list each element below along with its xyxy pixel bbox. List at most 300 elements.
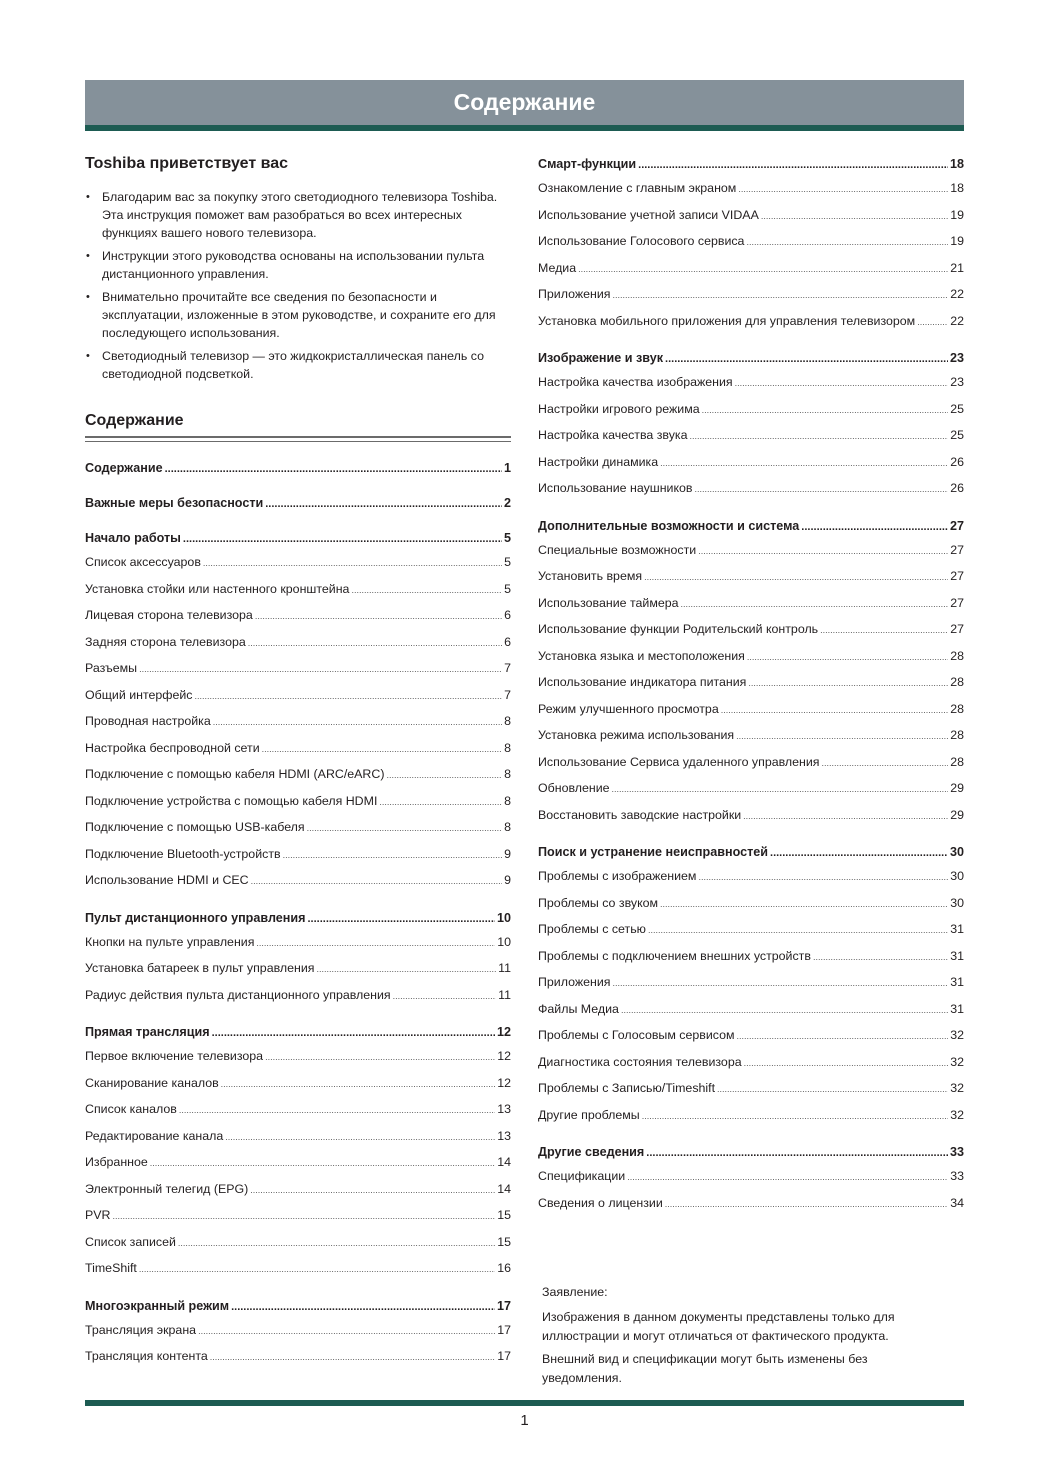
toc-leader-dots xyxy=(613,284,949,306)
toc-entry-page: 23 xyxy=(949,351,964,365)
toc-entry[interactable] xyxy=(538,565,964,592)
toc-entry-page: 25 xyxy=(950,428,964,442)
toc-entry-label: Дополнительные возможности и система xyxy=(538,518,800,533)
toc-entry-label: Подключение Bluetooth-устройств xyxy=(85,846,281,861)
toc-entry-page: 27 xyxy=(950,569,964,583)
toc-entry-label: Список аксессуаров xyxy=(85,555,201,569)
toc-entry-page: 7 xyxy=(504,687,511,702)
toc-leader-dots xyxy=(251,870,502,892)
toc-leader-dots xyxy=(642,1105,949,1127)
toc-leader-dots xyxy=(761,205,948,227)
toc-entry-label: Проблемы с сетью xyxy=(538,922,646,936)
toc-entry-page: 12 xyxy=(497,1049,511,1063)
toc-entry[interactable] xyxy=(85,1151,511,1178)
toc-entry[interactable] xyxy=(85,790,511,817)
toc-entry[interactable] xyxy=(85,1231,511,1258)
toc-entry-label: Настройка качества изображения xyxy=(538,375,733,389)
toc-leader-dots xyxy=(183,528,502,550)
toc-leader-dots xyxy=(665,348,948,370)
toc-entry-page: 17 xyxy=(497,1349,511,1363)
toc-entry[interactable] xyxy=(538,1024,964,1051)
toc-entry[interactable] xyxy=(85,957,511,984)
toc-entry[interactable] xyxy=(538,777,964,804)
toc-entry-page: 8 xyxy=(504,793,511,808)
toc-leader-dots xyxy=(112,1205,495,1227)
toc-leader-dots xyxy=(746,231,948,253)
toc-entry-page: 34 xyxy=(950,1195,964,1210)
toc-section-heading[interactable] xyxy=(85,1021,511,1045)
toc-entry-page: 32 xyxy=(950,1054,964,1069)
toc-section-heading[interactable] xyxy=(85,457,511,481)
toc-leader-dots xyxy=(265,493,502,515)
toc-entry[interactable] xyxy=(85,931,511,958)
toc-leader-dots xyxy=(820,619,948,641)
toc-entry-label: Подключение устройства с помощью кабеля HDMI xyxy=(85,793,378,808)
toc-leader-dots xyxy=(735,372,949,394)
toc-entry-page: 12 xyxy=(496,1025,511,1039)
toc-entry[interactable] xyxy=(538,618,964,645)
toc-entry-page: 32 xyxy=(950,1107,964,1122)
toc-entry[interactable] xyxy=(85,657,511,684)
toc-entry-label: Ознакомление с главным экраном xyxy=(538,181,737,195)
toc-entry-page: 27 xyxy=(950,622,964,636)
toc-leader-dots xyxy=(638,154,948,176)
toc-entry[interactable] xyxy=(538,1104,964,1131)
toc-leader-dots xyxy=(612,778,949,800)
toc-section xyxy=(85,1021,511,1284)
toc-entry-page: 33 xyxy=(949,1145,964,1159)
toc-leader-dots xyxy=(307,908,495,930)
toc-entry-label: Установка батареек в пульт управления xyxy=(85,961,315,975)
toc-entry-label: Задняя сторона телевизора xyxy=(85,634,246,649)
toc-entry-label: Смарт-функции xyxy=(538,157,637,171)
toc-leader-dots xyxy=(717,1078,948,1100)
toc-leader-dots xyxy=(748,672,948,694)
toc-leader-dots xyxy=(627,1166,948,1188)
toc-leader-dots xyxy=(744,1052,949,1074)
toc-entry-label: Проблемы с Записью/Timeshift xyxy=(538,1081,716,1095)
toc-entry-label: Использование функции Родительский контроль xyxy=(538,622,819,636)
header-divider xyxy=(85,125,964,131)
toc-entry[interactable] xyxy=(538,398,964,425)
toc-entry[interactable] xyxy=(538,177,964,204)
toc-entry[interactable] xyxy=(538,971,964,998)
toc-entry-page: 22 xyxy=(950,313,964,328)
toc-entry-page: 2 xyxy=(503,496,511,510)
toc-leader-dots xyxy=(747,646,948,668)
toc-entry[interactable] xyxy=(538,592,964,619)
toc-entry-page: 28 xyxy=(950,754,964,769)
toc-entry[interactable] xyxy=(538,945,964,972)
toc-entry-label: Специальные возможности xyxy=(538,542,697,557)
toc-entry-page: 18 xyxy=(950,181,964,195)
toc-entry-label: Проблемы со звуком xyxy=(538,895,659,910)
toc-section xyxy=(85,492,511,516)
toc-entry-page: 19 xyxy=(950,234,964,248)
toc-entry-label: Приложения xyxy=(538,975,611,989)
toc-entry-label: Подключение с помощью кабеля HDMI (ARC/eARC) xyxy=(85,767,385,781)
toc-entry-page: 14 xyxy=(497,1155,511,1169)
toc-entry-page: 6 xyxy=(504,608,511,622)
toc-entry-page: 17 xyxy=(497,1322,511,1337)
toc-entry-page: 27 xyxy=(949,518,964,533)
toc-title-rule xyxy=(85,441,511,442)
toc-entry-page: 27 xyxy=(950,595,964,610)
toc-entry-page: 30 xyxy=(950,895,964,910)
toc-entry[interactable] xyxy=(85,1178,511,1205)
toc-entry-label: Установить время xyxy=(538,569,643,583)
toc-entry-page: 29 xyxy=(950,781,964,795)
toc-section-heading[interactable] xyxy=(538,1141,964,1165)
toc-leader-dots xyxy=(690,425,949,447)
toc-leader-dots xyxy=(801,516,948,538)
toc-entry-label: Настройка качества звука xyxy=(538,428,688,442)
toc-entry-label: Электронный телегид (EPG) xyxy=(85,1181,249,1196)
toc-leader-dots xyxy=(165,458,502,480)
toc-leader-dots xyxy=(316,958,496,980)
toc-entry-label: Использование HDMI и CEC xyxy=(85,873,249,887)
toc-section-heading[interactable] xyxy=(85,907,511,931)
toc-entry-label: Список записей xyxy=(85,1234,176,1249)
toc-entry-label: Радиус действия пульта дистанционного управления xyxy=(85,987,391,1002)
toc-entry[interactable] xyxy=(85,1098,511,1125)
toc-entry[interactable] xyxy=(538,998,964,1025)
toc-entry[interactable] xyxy=(85,1204,511,1231)
welcome-bullet: • Внимательно прочитайте все сведения по безопасности и эксплуатации, изложенные в этом руководстве, и сохраните его для последующего использования. xyxy=(85,288,515,342)
toc-entry[interactable] xyxy=(85,1072,511,1099)
toc-leader-dots xyxy=(250,1179,495,1201)
toc-leader-dots xyxy=(736,725,948,747)
toc-leader-dots xyxy=(770,842,948,864)
toc-section xyxy=(85,457,511,481)
toc-entry-label: Использование Голосового сервиса xyxy=(538,234,745,248)
toc-entry-label: Трансляция экрана xyxy=(85,1322,197,1337)
toc-entry[interactable] xyxy=(85,984,511,1011)
toc-entry-page: 9 xyxy=(504,873,511,887)
toc-entry-page: 10 xyxy=(496,910,511,925)
toc-entry[interactable] xyxy=(538,539,964,566)
toc-entry[interactable] xyxy=(538,724,964,751)
toc-entry-page: 27 xyxy=(950,542,964,557)
toc-entry-page: 23 xyxy=(950,375,964,389)
toc-entry-page: 30 xyxy=(949,845,964,859)
toc-leader-dots xyxy=(150,1152,495,1174)
toc-section-heading[interactable] xyxy=(538,515,964,539)
toc-leader-dots xyxy=(195,685,503,707)
toc-entry-page: 16 xyxy=(497,1261,511,1275)
toc-entry-page: 5 xyxy=(504,555,511,569)
toc-leader-dots xyxy=(681,593,949,615)
toc-section xyxy=(85,907,511,1011)
toc-leader-dots xyxy=(738,178,948,200)
notice-block xyxy=(542,1283,942,1392)
toc-entry-page: 10 xyxy=(497,934,511,949)
toc-leader-dots xyxy=(621,999,948,1021)
toc-entry[interactable] xyxy=(85,551,511,578)
notice-paragraph: Внешний вид и спецификации могут быть изменены без уведомления. xyxy=(542,1352,868,1385)
toc-entry[interactable] xyxy=(538,892,964,919)
toc-entry-page: 25 xyxy=(950,401,964,416)
toc-entry-page: 31 xyxy=(950,922,964,936)
toc-entry-label: Прямая трансляция xyxy=(85,1025,210,1039)
toc-entry-page: 8 xyxy=(504,820,511,834)
toc-entry[interactable] xyxy=(85,763,511,790)
toc-section-heading[interactable] xyxy=(538,153,964,177)
toc-section-heading[interactable] xyxy=(85,527,511,551)
toc-entry-page: 6 xyxy=(504,634,511,649)
toc-entry[interactable] xyxy=(538,645,964,672)
toc-entry-page: 17 xyxy=(496,1298,511,1313)
toc-entry-label: Избранное xyxy=(85,1155,148,1169)
toc-entry-label: Установка режима использования xyxy=(538,728,735,742)
toc-leader-dots xyxy=(648,919,948,941)
toc-entry[interactable] xyxy=(85,604,511,631)
toc-leader-dots xyxy=(210,1346,495,1368)
toc-entry[interactable] xyxy=(538,671,964,698)
toc-entry[interactable] xyxy=(538,371,964,398)
toc-entry[interactable] xyxy=(85,1319,511,1346)
toc-entry[interactable] xyxy=(85,1345,511,1372)
toc-entry-label: Диагностика состояния телевизора xyxy=(538,1054,742,1069)
toc-entry[interactable] xyxy=(538,865,964,892)
toc-entry-label: Важные меры безопасности xyxy=(85,496,264,510)
toc-entry[interactable] xyxy=(538,918,964,945)
toc-entry[interactable] xyxy=(538,257,964,284)
page-number: 1 xyxy=(520,1412,529,1429)
welcome-title: Toshiba приветствует вас xyxy=(85,155,289,172)
toc-leader-dots xyxy=(231,1296,495,1318)
toc-entry-label: Пульт дистанционного управления xyxy=(85,910,306,925)
toc-entry-label: Первое включение телевизора xyxy=(85,1049,264,1063)
toc-section xyxy=(85,527,511,896)
toc-entry[interactable] xyxy=(538,1051,964,1078)
toc-entry-page: 33 xyxy=(950,1169,964,1183)
toc-leader-dots xyxy=(644,566,948,588)
toc-entry-label: Сканирование каналов xyxy=(85,1075,219,1090)
toc-entry[interactable] xyxy=(85,843,511,870)
toc-entry-page: 28 xyxy=(950,675,964,689)
toc-leader-dots xyxy=(917,311,948,333)
toc-leader-dots xyxy=(698,540,948,562)
toc-entry-page: 32 xyxy=(950,1028,964,1042)
toc-leader-dots xyxy=(248,632,502,654)
toc-entry[interactable] xyxy=(538,451,964,478)
toc-leader-dots xyxy=(665,1193,948,1215)
toc-entry-label: Содержание xyxy=(85,461,163,475)
toc-entry-page: 5 xyxy=(503,531,511,545)
toc-entry[interactable] xyxy=(538,698,964,725)
toc-entry[interactable] xyxy=(85,816,511,843)
toc-entry-page: 21 xyxy=(950,260,964,275)
toc-entry-page: 18 xyxy=(949,157,964,171)
toc-entry[interactable] xyxy=(85,1257,511,1284)
toc-entry-label: Поиск и устранение неисправностей xyxy=(538,845,769,859)
toc-leader-dots xyxy=(379,791,502,813)
toc-entry[interactable] xyxy=(85,710,511,737)
toc-entry-label: PVR xyxy=(85,1208,111,1222)
toc-leader-dots xyxy=(351,579,502,601)
toc-leader-dots xyxy=(213,711,502,733)
toc-entry-label: Медиа xyxy=(538,260,577,275)
toc-entry-label: Режим улучшенного просмотра xyxy=(538,701,719,716)
toc-entry-page: 8 xyxy=(504,767,511,781)
toc-leader-dots xyxy=(695,478,949,500)
notice-title: Заявление: xyxy=(542,1285,608,1299)
page-header-title: Содержание xyxy=(453,89,596,115)
toc-entry[interactable] xyxy=(538,310,964,337)
toc-entry-label: Установка языка и местоположения xyxy=(538,648,745,663)
toc-section xyxy=(85,1295,511,1372)
toc-entry-label: Использование Сервиса удаленного управления xyxy=(538,754,820,769)
toc-entry-page: 22 xyxy=(950,287,964,301)
toc-entry[interactable] xyxy=(538,804,964,831)
toc-entry-page: 31 xyxy=(950,1001,964,1016)
toc-entry[interactable] xyxy=(85,631,511,658)
toc-leader-dots xyxy=(139,1258,495,1280)
toc-entry[interactable] xyxy=(538,751,964,778)
toc-entry[interactable] xyxy=(538,1077,964,1104)
toc-entry-page: 1 xyxy=(503,461,511,475)
welcome-bullet-list xyxy=(85,188,515,388)
toc-leader-dots xyxy=(386,764,502,786)
toc-entry-page: 28 xyxy=(950,701,964,716)
footer-divider xyxy=(85,1400,964,1406)
toc-entry-label: Начало работы xyxy=(85,531,181,545)
toc-entry-label: Установка мобильного приложения для управления телевизором xyxy=(538,313,916,328)
toc-leader-dots xyxy=(198,1320,495,1342)
toc-entry-page: 26 xyxy=(950,454,964,469)
toc-entry-page: 14 xyxy=(497,1181,511,1196)
toc-entry-label: Использование наушников xyxy=(538,481,693,495)
toc-entry-label: Проблемы с изображением xyxy=(538,869,697,883)
toc-entry-page: 31 xyxy=(950,975,964,989)
toc-section xyxy=(538,153,964,336)
toc-entry-page: 9 xyxy=(504,846,511,861)
toc-title-rule xyxy=(85,436,511,438)
toc-entry-page: 30 xyxy=(950,869,964,883)
toc-entry-label: Настройки игрового режима xyxy=(538,401,700,416)
toc-leader-dots xyxy=(660,452,948,474)
toc-leader-dots xyxy=(813,946,948,968)
welcome-bullet: • Инструкции этого руководства основаны на использовании пульта дистанционного управления. xyxy=(85,247,515,283)
welcome-bullet: • Благодарим вас за покупку этого светодиодного телевизора Toshiba. Эта инструкция поможет вам разобраться во всех интересных функциях вашего нового телевизора. xyxy=(85,188,515,242)
toc-left-column xyxy=(85,457,511,1383)
toc-entry-label: Редактирование канала xyxy=(85,1128,224,1143)
toc-entry-label: Проводная настройка xyxy=(85,714,211,728)
toc-entry[interactable] xyxy=(538,1192,964,1219)
toc-entry[interactable] xyxy=(85,869,511,896)
toc-entry-page: 11 xyxy=(498,987,511,1002)
toc-entry-page: 28 xyxy=(950,728,964,742)
toc-leader-dots xyxy=(743,805,948,827)
toc-leader-dots xyxy=(283,844,503,866)
toc-entry-page: 13 xyxy=(497,1102,511,1116)
toc-entry-label: Использование учетной записи VIDAA xyxy=(538,207,759,222)
toc-entry-label: Использование индикатора питания xyxy=(538,675,747,689)
toc-right-column xyxy=(538,153,964,1229)
toc-entry-label: Проблемы с подключением внешних устройств xyxy=(538,948,811,963)
toc-entry[interactable] xyxy=(538,477,964,504)
toc-leader-dots xyxy=(613,972,949,994)
toc-entry-label: Восстановить заводские настройки xyxy=(538,807,742,822)
toc-entry-label: Приложения xyxy=(538,287,611,301)
toc-entry-page: 29 xyxy=(950,807,964,822)
toc-entry[interactable] xyxy=(538,424,964,451)
toc-entry-page: 8 xyxy=(504,714,511,728)
toc-entry-page: 26 xyxy=(950,481,964,495)
toc-entry-label: Проблемы с Голосовым сервисом xyxy=(538,1028,735,1042)
toc-entry[interactable] xyxy=(538,204,964,231)
toc-section-heading[interactable] xyxy=(538,841,964,865)
toc-entry-label: Настройка беспроводной сети xyxy=(85,740,260,755)
toc-entry-label: Установка стойки или настенного кронштейна xyxy=(85,581,350,596)
toc-entry-label: Подключение с помощью USB-кабеля xyxy=(85,820,305,834)
toc-entry[interactable] xyxy=(538,283,964,310)
toc-leader-dots xyxy=(212,1022,495,1044)
toc-leader-dots xyxy=(698,866,948,888)
toc-entry[interactable] xyxy=(85,737,511,764)
toc-entry-page: 11 xyxy=(498,961,511,975)
toc-entry-page: 15 xyxy=(497,1234,511,1249)
toc-leader-dots xyxy=(262,738,502,760)
toc-leader-dots xyxy=(221,1073,496,1095)
toc-entry-page: 31 xyxy=(950,948,964,963)
toc-leader-dots xyxy=(721,699,948,721)
welcome-bullet: • Светодиодный телевизор — это жидкокристаллическая панель со светодиодной подсветкой. xyxy=(85,347,515,383)
toc-entry-label: Другие сведения xyxy=(538,1145,645,1159)
toc-section xyxy=(538,1141,964,1218)
toc-entry[interactable] xyxy=(538,1165,964,1192)
toc-entry-page: 19 xyxy=(950,207,964,222)
toc-entry-label: Трансляция контента xyxy=(85,1349,208,1363)
toc-section-heading[interactable] xyxy=(85,1295,511,1319)
toc-title: Содержание xyxy=(85,412,184,429)
toc-leader-dots xyxy=(822,752,949,774)
toc-entry-label: Настройки динамика xyxy=(538,454,659,469)
toc-leader-dots xyxy=(139,658,502,680)
toc-section xyxy=(538,841,964,1130)
toc-section-heading[interactable] xyxy=(538,347,964,371)
toc-entry[interactable] xyxy=(85,1045,511,1072)
toc-section-heading[interactable] xyxy=(85,492,511,516)
toc-entry-page: 7 xyxy=(504,661,511,675)
toc-leader-dots xyxy=(265,1046,495,1068)
toc-entry-label: Обновление xyxy=(538,781,610,795)
toc-entry-label: Общий интерфейс xyxy=(85,687,193,702)
toc-entry[interactable] xyxy=(85,684,511,711)
toc-entry[interactable] xyxy=(85,578,511,605)
toc-leader-dots xyxy=(256,932,495,954)
page-header-bar xyxy=(85,80,964,125)
toc-entry-label: Кнопки на пульте управления xyxy=(85,934,255,949)
toc-entry-label: Изображение и звук xyxy=(538,351,664,365)
toc-leader-dots xyxy=(203,552,502,574)
toc-entry-page: 15 xyxy=(497,1208,511,1222)
toc-section xyxy=(538,347,964,504)
toc-leader-dots xyxy=(225,1126,495,1148)
toc-entry-label: Список каналов xyxy=(85,1102,177,1116)
toc-entry-label: Разъемы xyxy=(85,661,138,675)
toc-leader-dots xyxy=(578,258,948,280)
toc-entry-label: Спецификации xyxy=(538,1169,626,1183)
toc-entry-page: 5 xyxy=(504,581,511,596)
toc-leader-dots xyxy=(307,817,502,839)
toc-entry[interactable] xyxy=(85,1125,511,1152)
toc-entry-label: Файлы Медиа xyxy=(538,1001,619,1016)
toc-leader-dots xyxy=(660,893,948,915)
toc-entry[interactable] xyxy=(538,230,964,257)
toc-entry-label: Использование таймера xyxy=(538,595,679,610)
